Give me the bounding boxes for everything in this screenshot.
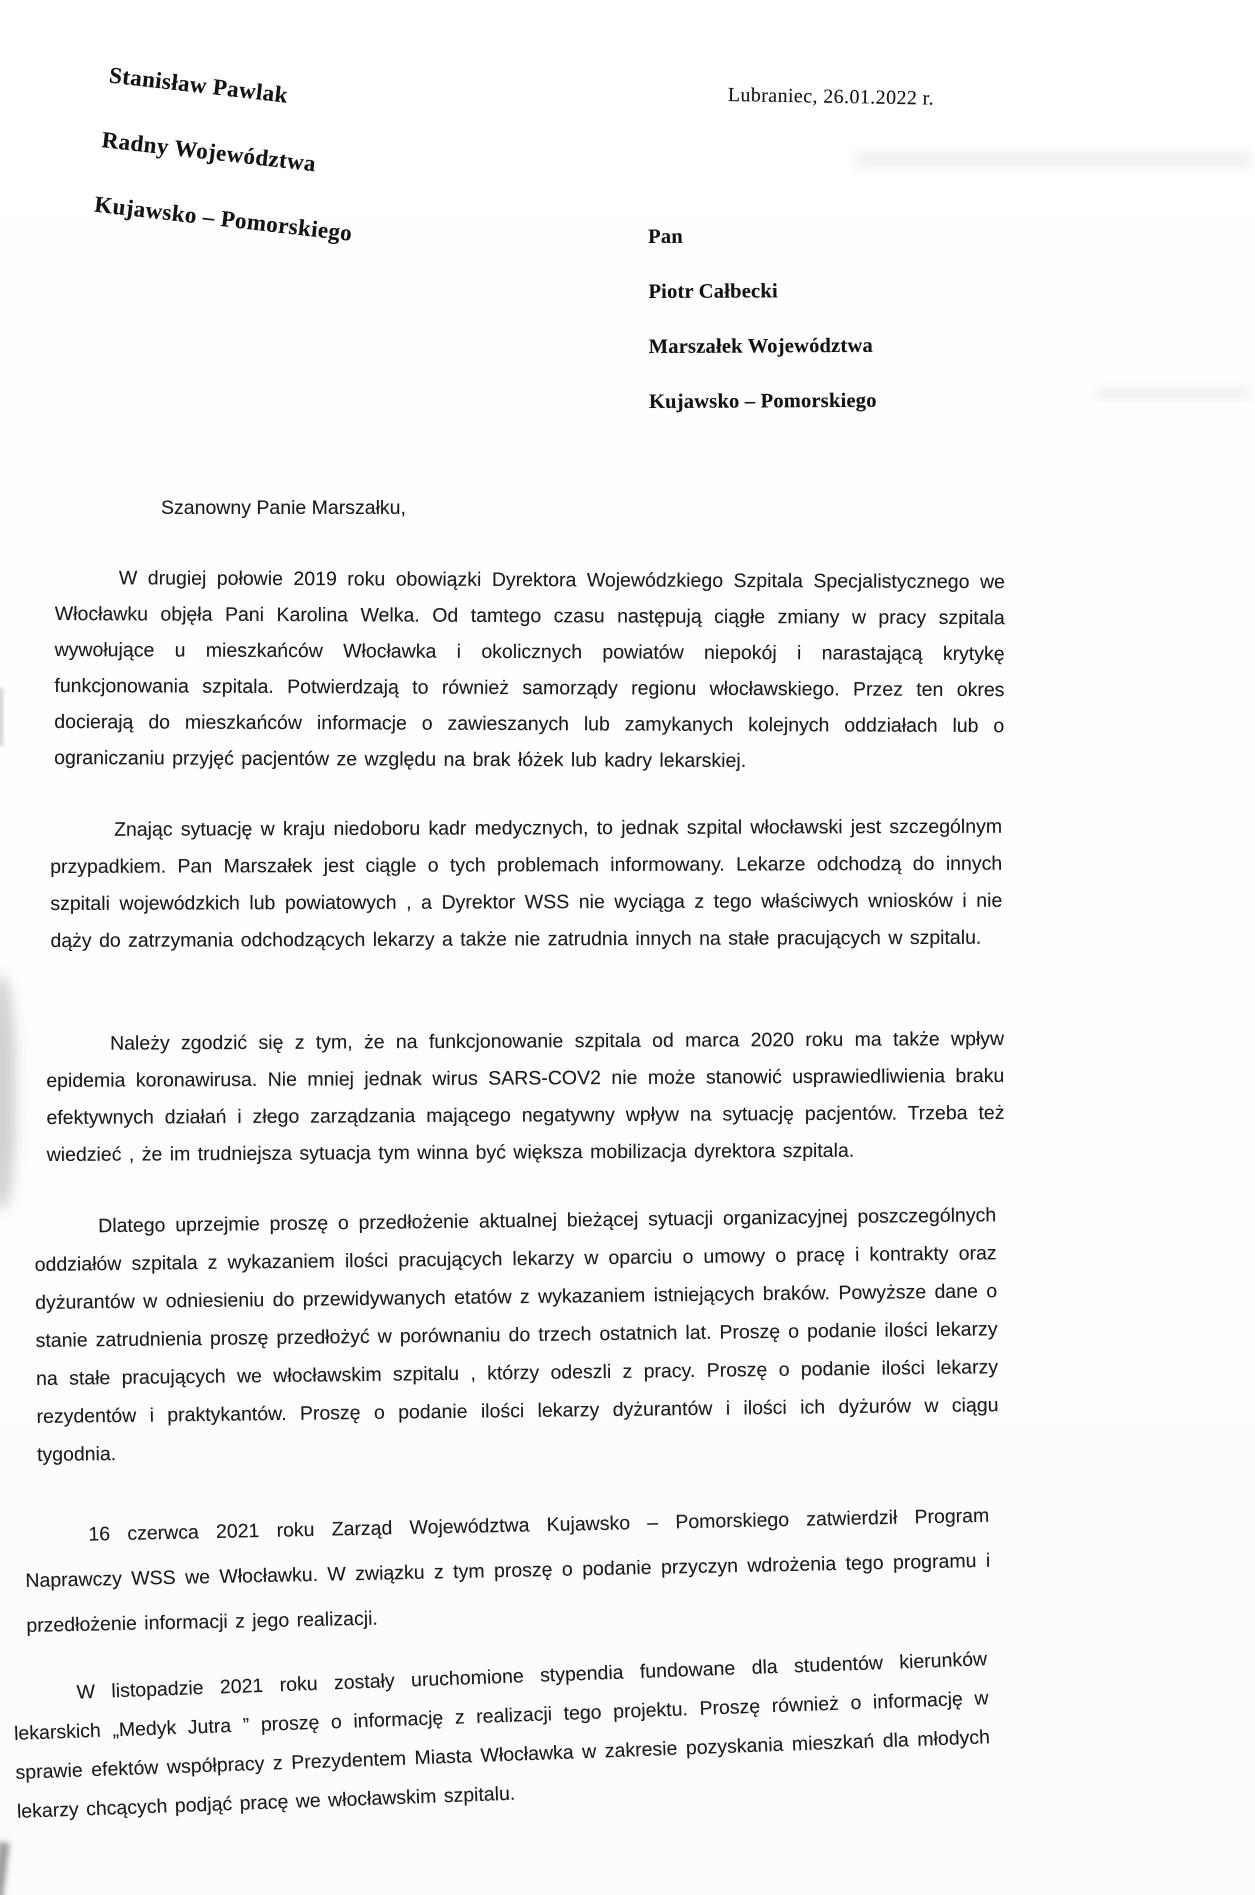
sender-title: Radny Województwa — [100, 127, 318, 177]
scan-artifact-left-blob — [0, 975, 16, 1210]
recipient-name: Piotr Całbecki — [648, 280, 778, 303]
paragraph-6: W listopadzie 2021 roku zostały uruchomione stypendia fundowane dla studentów kierunków lekarskich „Medyk Jutra ” proszę o informację z realizacji tego projektu. Proszę również o informację w sprawie efektów współpracy z Prezydentem Miasta Włocławka w zakresie pozyskania mieszkań dla młodych lekarzy chcących podjąć pracę we włocławskim szpitalu. — [13, 1648, 991, 1823]
recipient-region: Kujawsko – Pomorskiego — [648, 389, 877, 413]
scan-smudge — [856, 152, 1251, 167]
paragraph-2: Znając sytuację w kraju niedoboru kadr medycznych, to jednak szpital włocławski jest szczególnym przypadkiem. Pan Marszałek jest ciągle o tych problemach informowany. Lekarze odchodzą do innych szpitali wojewódzkich lub powiatowych , a Dyrektor WSS nie wyciąga z tego właściwych wniosków i nie dąży do zatrzymania odchodzących lekarzy a także nie zatrudnia innych na stałe pracujących w szpitalu. — [50, 815, 1003, 952]
paragraph-5: 16 czerwca 2021 roku Zarząd Województwa Kujawsko – Pomorskiego zatwierdził Program Naprawczy WSS we Włocławku. W związku z tym proszę o podanie przyczyn wdrożenia tego programu i przedłożenie informacji z jego realizacji. — [25, 1504, 991, 1637]
scan-artifact-bottom-corner — [0, 1842, 10, 1895]
salutation: Szanowny Panie Marszałku, — [161, 497, 406, 519]
paragraph-3: Należy zgodzić się z tym, że na funkcjonowanie szpitala od marca 2020 roku ma także wpływ epidemia koronawirusa. Nie mniej jednak wirus SARS-COV2 nie może stanowić usprawiedliwienia braku efektywnych działań i złego zarządzania mającego negatywny wpływ na sytuację pacjentów. Trzeba też wiedzieć , że im trudniejsza sytuacja tym winna być większa mobilizacja dyrektora szpitala. — [46, 1027, 1005, 1166]
sender-region: Kujawsko – Pomorskiego — [93, 191, 354, 246]
paragraph-4: Dlatego uprzejmie proszę o przedłożenie aktualnej bieżącej sytuacji organizacyjnej poszczególnych oddziałów szpitala z wykazaniem ilości pracujących lekarzy w oparciu o umowy o pracę i kontrakty oraz dyżurantów w odniesieniu do przewidywanych etatów z wykazaniem istniejących braków. Powyższe dane o stanie zatrudnienia proszę przedłożyć w porównaniu do trzech ostatnich lat. Proszę o podanie ilości lekarzy na stałe pracujących we włocławskim szpitalu , którzy odeszli z pracy. Proszę o podanie ilości lekarzy rezydentów i praktykantów. Proszę o podanie ilości lekarzy dyżurantów i ilości ich dyżurów w ciągu tygodnia. — [34, 1204, 999, 1466]
recipient-block — [648, 209, 877, 430]
sender-block — [91, 43, 371, 266]
recipient-title: Marszałek Województwa — [648, 334, 873, 358]
recipient-honorific: Pan — [648, 225, 683, 248]
paragraph-1: W drugiej połowie 2019 roku obowiązki Dyrektora Wojewódzkiego Szpitala Specjalistycznego we Włocławku objęła Pani Karolina Welka. Od tamtego czasu następują ciągłe zmiany w pracy szpitala wywołujące u mieszkańców Włocławka i okolicznych powiatów niepokój i narastającą krytykę funkcjonowania szpitala. Potwierdzają to również samorządy regionu włocławskiego. Przez ten okres docierają do mieszkańców informacje o zawieszanych lub zamykanych kolejnych oddziałach lub o ograniczaniu przyjęć pacjentów ze względu na brak łóżek lub kadry lekarskiej. — [54, 567, 1005, 773]
scan-smudge — [1095, 388, 1250, 399]
scan-artifact-left-line — [0, 688, 3, 746]
sender-name: Stanisław Pawlak — [107, 62, 290, 108]
dateline: Lubraniec, 26.01.2022 r. — [727, 84, 935, 110]
